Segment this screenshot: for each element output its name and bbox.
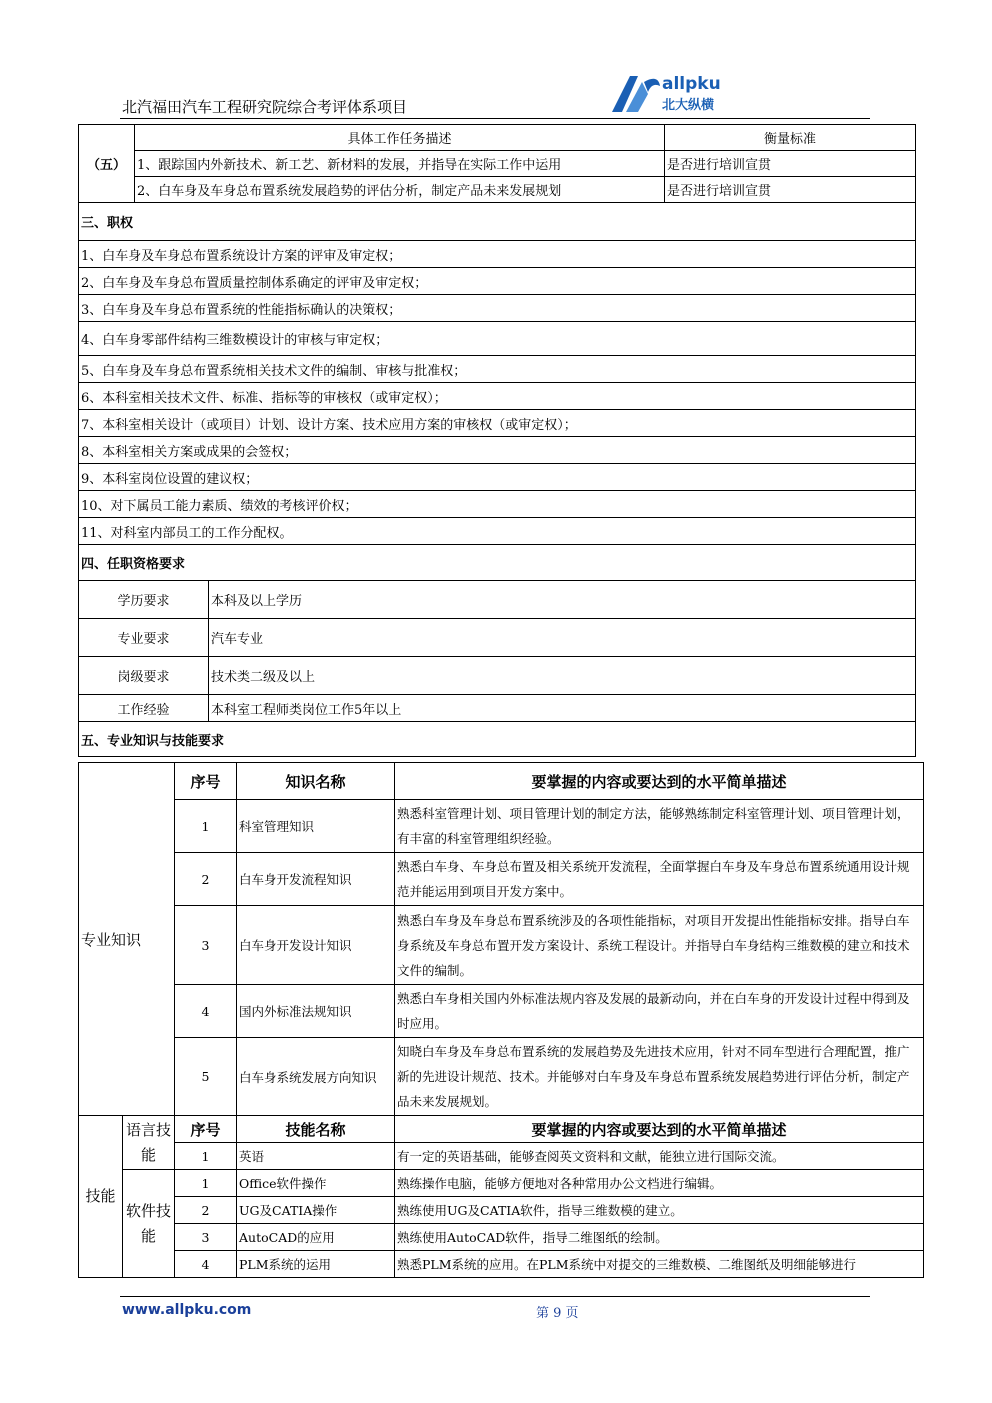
footer-url: www.allpku.com [122,1302,252,1318]
knowledge-desc: 知晓白车身及车身总布置系统的发展趋势及先进技术应用，针对不同车型进行合理配置，推广新的先进设计规范、技术。并能够对白车身及车身总布置系统发展趋势进行评估分析，制定产品未来发展规划。 [395,1038,924,1116]
page-number: 第 9 页 [536,1306,579,1321]
skill-name: 英语 [237,1143,395,1170]
knowledge-skills-table [78,762,924,1278]
skill-name: UG及CATIA操作 [237,1197,395,1224]
knowledge-desc: 熟悉白车身、车身总布置及相关系统开发流程，全面掌握白车身及车身总布置系统通用设计规范并能运用到项目开发方案中。 [395,853,924,906]
software-skills-label: 软件技能 [123,1170,175,1278]
task-desc-cell: 1、跟踪国内外新技术、新工艺、新材料的发展，并指导在实际工作中运用 [135,151,665,177]
skill-no: 3 [175,1224,237,1251]
knowledge-group-label: 专业知识 [79,763,175,1116]
authority-item: 9、本科室岗位设置的建议权； [79,464,916,491]
skill-desc: 熟练使用UG及CATIA软件，指导三维数模的建立。 [395,1197,924,1224]
knowledge-name-header: 知识名称 [237,763,395,800]
knowledge-desc: 熟悉白车身相关国内外标准法规内容及发展的最新动向，并在白车身的开发设计过程中得到及时应用。 [395,985,924,1038]
skill-name: Office软件操作 [237,1170,395,1197]
header-divider [120,118,870,119]
authority-title: 三、职权 [79,203,916,241]
skill-desc: 熟练操作电脑，能够方便地对各种常用办公文档进行编辑。 [395,1170,924,1197]
knowledge-desc-header: 要掌握的内容或要达到的水平简单描述 [395,763,924,800]
knowledge-no-header: 序号 [175,763,237,800]
knowledge-name: 白车身系统发展方向知识 [237,1038,395,1116]
knowledge-name: 科室管理知识 [237,800,395,853]
skill-desc: 熟悉PLM系统的应用。在PLM系统中对提交的三维数模、二维图纸及明细能够进行 [395,1251,924,1278]
task-desc-header: 具体工作任务描述 [135,125,665,151]
knowledge-name: 国内外标准法规知识 [237,985,395,1038]
skills-group-label: 技能 [79,1116,123,1278]
knowledge-no: 4 [175,985,237,1038]
logo-text-cn: 北大纵横 [662,98,715,113]
skill-desc: 熟练使用AutoCAD软件，指导二维图纸的绘制。 [395,1224,924,1251]
authority-item: 2、白车身及车身总布置质量控制体系确定的评审及审定权； [79,268,916,295]
qualification-label: 学历要求 [79,581,209,619]
authority-item: 8、本科室相关方案或成果的会签权； [79,437,916,464]
task-std-cell: 是否进行培训宣贯 [665,177,916,203]
language-skills-label: 语言技能 [123,1116,175,1170]
task-section-label: （五） [79,125,135,203]
knowledge-no: 2 [175,853,237,906]
responsibility-table [78,124,916,757]
qualification-value: 本科室工程师类岗位工作5年以上 [209,695,916,722]
authority-item: 1、白车身及车身总布置系统设计方案的评审及审定权； [79,241,916,268]
skills-no-header: 序号 [175,1116,237,1143]
qualification-label: 工作经验 [79,695,209,722]
authority-item: 4、白车身零部件结构三维数模设计的审核与审定权； [79,322,916,356]
knowledge-desc: 熟悉科室管理计划、项目管理计划的制定方法，能够熟练制定科室管理计划、项目管理计划，有丰富的科室管理组织经验。 [395,800,924,853]
skill-no: 4 [175,1251,237,1278]
knowledge-no: 5 [175,1038,237,1116]
knowledge-title: 五、专业知识与技能要求 [79,722,916,757]
authority-item: 7、本科室相关设计（或项目）计划、设计方案、技术应用方案的审核权（或审定权）； [79,410,916,437]
knowledge-desc: 熟悉白车身及车身总布置系统涉及的各项性能指标，对项目开发提出性能指标安排。指导白车身系统及车身总布置开发方案设计、系统工程设计。并指导白车身结构三维数模的建立和技术文件的编制。 [395,906,924,985]
logo-text-en: allpku [662,74,721,94]
task-desc-cell: 2、白车身及车身总布置系统发展趋势的评估分析，制定产品未来发展规划 [135,177,665,203]
qualification-value: 技术类二级及以上 [209,657,916,695]
skill-name: AutoCAD的应用 [237,1224,395,1251]
task-std-header: 衡量标准 [665,125,916,151]
footer-divider [120,1296,870,1297]
skills-desc-header: 要掌握的内容或要达到的水平简单描述 [395,1116,924,1143]
qualification-label: 专业要求 [79,619,209,657]
qualification-value: 汽车专业 [209,619,916,657]
task-std-cell: 是否进行培训宣贯 [665,151,916,177]
skill-no: 1 [175,1170,237,1197]
qualification-title: 四、任职资格要求 [79,545,916,581]
authority-item: 11、对科室内部员工的工作分配权。 [79,518,916,545]
qualification-label: 岗级要求 [79,657,209,695]
skills-name-header: 技能名称 [237,1116,395,1143]
knowledge-no: 1 [175,800,237,853]
authority-item: 6、本科室相关技术文件、标准、指标等的审核权（或审定权）； [79,383,916,410]
authority-item: 5、白车身及车身总布置系统相关技术文件的编制、审核与批准权； [79,356,916,383]
skill-name: PLM系统的运用 [237,1251,395,1278]
skill-desc: 有一定的英语基础，能够查阅英文资料和文献，能独立进行国际交流。 [395,1143,924,1170]
document-header-title: 北汽福田汽车工程研究院综合考评体系项目 [122,98,408,116]
authority-item: 3、白车身及车身总布置系统的性能指标确认的决策权； [79,295,916,322]
skill-no: 2 [175,1197,237,1224]
knowledge-name: 白车身开发设计知识 [237,906,395,985]
skill-no: 1 [175,1143,237,1170]
qualification-value: 本科及以上学历 [209,581,916,619]
knowledge-name: 白车身开发流程知识 [237,853,395,906]
authority-item: 10、对下属员工能力素质、绩效的考核评价权； [79,491,916,518]
knowledge-no: 3 [175,906,237,985]
